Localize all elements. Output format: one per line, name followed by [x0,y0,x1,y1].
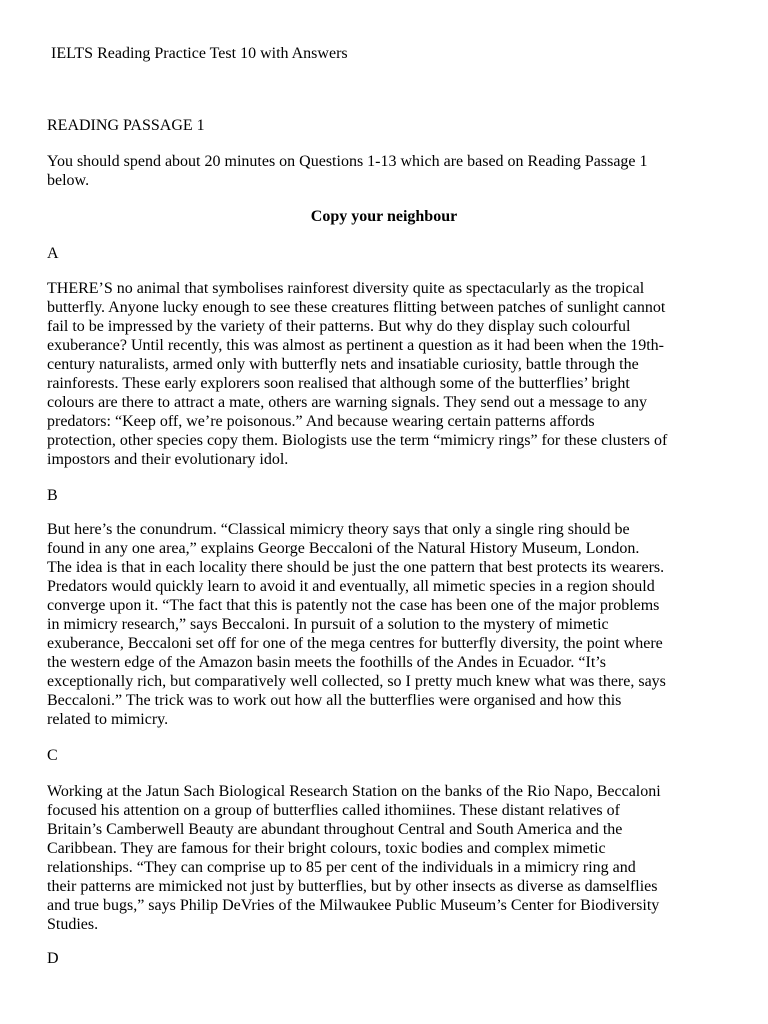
section-letter-b: B [47,487,58,504]
paragraph-line: in mimicry research,” says Beccaloni. In pursuit of a solution to the mystery of mimetic [47,616,609,633]
document-title: IELTS Reading Practice Test 10 with Answers [51,45,348,62]
instructions-line: below. [47,172,90,189]
section-letter-c: C [47,747,58,764]
paragraph-b [47,520,727,729]
paragraph-line: their patterns are mimicked not just by butterflies, but by other insects as diverse as damselflies [47,878,658,895]
paragraph-line: Caribbean. They are famous for their bright colours, toxic bodies and complex mimetic [47,840,606,857]
paragraph-line: Studies. [47,916,99,933]
passage-label: READING PASSAGE 1 [47,117,205,134]
paragraph-line: Beccaloni.” The trick was to work out how all the butterflies were organised and how this [47,692,622,709]
instructions [47,152,727,190]
paragraph-line: relationships. “They can comprise up to 85 per cent of the individuals in a mimicry ring and [47,859,636,876]
paragraph-line: exuberance? Until recently, this was almost as pertinent a question as it had been when the 19th- [47,337,664,354]
paragraph-line: related to mimicry. [47,711,169,728]
paragraph-line: impostors and their evolutionary idol. [47,451,289,468]
section-letter-a: A [47,245,59,262]
paragraph-line: But here’s the conundrum. “Classical mimicry theory says that only a single ring should be [47,521,630,538]
paragraph-line: the western edge of the Amazon basin meets the foothills of the Andes in Ecuador. “It’s [47,654,606,671]
paragraph-line: colours are there to attract a mate, others are warning signals. They send out a message to any [47,394,647,411]
paragraph-line: fail to be impressed by the variety of their patterns. But why do they display such colourful [47,318,631,335]
instructions-line: You should spend about 20 minutes on Questions 1-13 which are based on Reading Passage 1 [47,153,648,170]
paragraph-line: rainforests. These early explorers soon realised that although some of the butterflies’ bright [47,375,630,392]
passage-title: Copy your neighbour [310,208,458,225]
paragraph-line: focused his attention on a group of butterflies called ithomiines. These distant relatives of [47,802,620,819]
paragraph-line: predators: “Keep off, we’re poisonous.” And because wearing certain patterns affords [47,413,595,430]
paragraph-line: found in any one area,” explains George Beccaloni of the Natural History Museum, London. [47,540,640,557]
paragraph-line: exceptionally rich, but comparatively well collected, so I pretty much knew what was there, says [47,673,666,690]
paragraph-line: and true bugs,” says Philip DeVries of the Milwaukee Public Museum’s Center for Biodiversity [47,897,660,914]
paragraph-c [47,782,727,934]
paragraph-line: Britain’s Camberwell Beauty are abundant throughout Central and South America and the [47,821,623,838]
paragraph-line: Working at the Jatun Sach Biological Research Station on the banks of the Rio Napo, Beccaloni [47,783,661,800]
paragraph-a [47,279,727,469]
paragraph-line: converge upon it. “The fact that this is patently not the case has been one of the major problems [47,597,660,614]
paragraph-line: THERE’S no animal that symbolises rainforest diversity quite as spectacularly as the tropical [47,280,645,297]
paragraph-line: butterfly. Anyone lucky enough to see these creatures flitting between patches of sunlight cannot [47,299,666,316]
paragraph-line: exuberance, Beccaloni set off for one of the mega centres for butterfly diversity, the point where [47,635,663,652]
paragraph-line: Predators would quickly learn to avoid it and eventually, all mimetic species in a region should [47,578,655,595]
paragraph-line: The idea is that in each locality there should be just the one pattern that best protects its wearers. [47,559,665,576]
paragraph-line: century naturalists, armed only with butterfly nets and insatiable curiosity, battle through the [47,356,639,373]
paragraph-line: protection, other species copy them. Biologists use the term “mimicry rings” for these clusters of [47,432,668,449]
section-letter-d: D [47,950,59,967]
